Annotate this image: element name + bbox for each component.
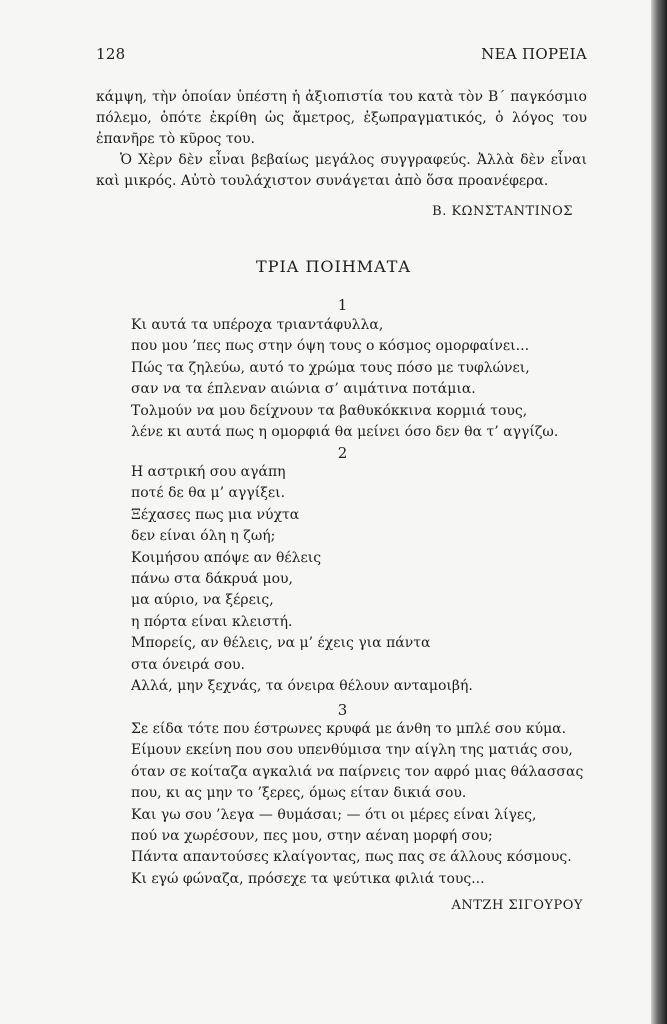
poem-line: λένε κι αυτά πως η ομορφιά θα μείνει όσο δεν θα τ’ αγγίζω.	[131, 424, 559, 441]
page-number: 128	[96, 45, 126, 63]
poem-line: Κι αυτά τα υπέροχα τριαντάφυλλα,	[131, 317, 384, 333]
poem-line: Κοιμήσου απόψε αν θέλεις	[131, 549, 322, 566]
poem-line: δεν είναι όλη η ζωή;	[131, 528, 276, 545]
poem-2	[131, 462, 596, 697]
poem-line: η πόρτα είναι κλειστή.	[131, 613, 293, 630]
poem-line: Αλλά, μην ξεχνάς, τα όνειρα θέλουν ανταμοιβή.	[131, 678, 473, 695]
poem-line: Κι εγώ φώναζα, πρόσεχε τα ψεύτικα φιλιά τους...	[131, 870, 485, 887]
poet-signature: ΑΝΤΖΗ ΣΙΓΟΥΡΟΥ	[451, 898, 583, 913]
poem-line: πάνω στα δάκρυά μου,	[131, 571, 294, 588]
poem-line: όταν σε κοίταζα αγκαλιά να παίρνεις τον αφρό μιας θάλασσας	[131, 763, 584, 780]
poem-line: Και γω σου ’λεγα — θυμάσαι; — ότι οι μέρες είναι λίγες,	[131, 806, 537, 823]
essay-paragraph: Ὁ Χὲρν δὲν εἶναι βεβαίως μεγάλος συγγραφεύς. Ἀλλὰ δὲν εἶναι καὶ μικρός. Αὐτὸ τουλάχιστον συνάγεται ἀπὸ ὅσα προανέφερα.	[96, 152, 587, 189]
poem-3	[131, 719, 596, 890]
essay-ending	[96, 87, 587, 192]
poem-line: που, κι ας μην το ’ξερες, όμως είταν δικιά σου.	[131, 785, 467, 802]
poem-line: πού να χωρέσουν, πες μου, στην αέναη μορφή σου;	[131, 828, 493, 845]
essay-paragraph: κάμψη, τὴν ὁποίαν ὑπέστη ἡ ἀξιοπιστία του κατὰ τὸν Β΄ παγκόσμιο πόλεμο, ὁπότε ἐκρίθη ὡς ἄμετρος, ἐξωπραγματικός, ὁ λόγος του ἐπανῆρε τὸ κῦρος του.	[96, 89, 587, 147]
poem-number: 1	[337, 296, 348, 314]
poem-line: σαν να τα έπλεναν αιώνια σ’ αιμάτινα ποτάμια.	[131, 381, 476, 398]
poem-number: 2	[337, 444, 348, 462]
poem-line: Τολμούν να μου δείχνουν τα βαθυκόκκινα κορμιά τους,	[131, 402, 528, 419]
poem-line: μα αύριο, να ξέρεις,	[131, 592, 274, 609]
poem-number: 3	[337, 701, 348, 719]
poem-line: ποτέ δε θα μ’ αγγίξει.	[131, 485, 286, 502]
book-spine-shadow	[651, 0, 667, 1024]
essay-author-signature: Β. ΚΩΝΣΤΑΝΤΙΝΟΣ	[432, 204, 573, 219]
poem-line: Πάντα απαντούσες κλαίγοντας, πως πας σε άλλους κόσμους.	[131, 849, 572, 866]
poem-line: Είμουν εκείνη που σου υπενθύμισα την αίγλη της ματιάς σου,	[131, 742, 573, 759]
poem-1	[131, 315, 596, 443]
poem-line: Σε είδα τότε που έστρωνες κρυφά με άνθη το μπλέ σου κύμα.	[131, 721, 567, 737]
poem-line: που μου ’πες πως στην όψη τους ο κόσμος ομορφαίνει...	[131, 338, 530, 355]
poem-line: Μπορείς, αν θέλεις, να μ’ έχεις για πάντα	[131, 635, 431, 652]
poem-line: Ξέχασες πως μια νύχτα	[131, 506, 300, 523]
poem-line: στα όνειρά σου.	[131, 656, 245, 673]
poem-line: Η αστρική σου αγάπη	[131, 464, 286, 480]
poems-title: ΤΡΙΑ ΠΟΙΗΜΑΤΑ	[256, 257, 411, 276]
journal-title: ΝΕΑ ΠΟΡΕΙΑ	[481, 45, 587, 63]
poem-line: Πώς τα ζηλεύω, αυτό το χρώμα τους πόσο με τυφλώνει,	[131, 359, 530, 376]
